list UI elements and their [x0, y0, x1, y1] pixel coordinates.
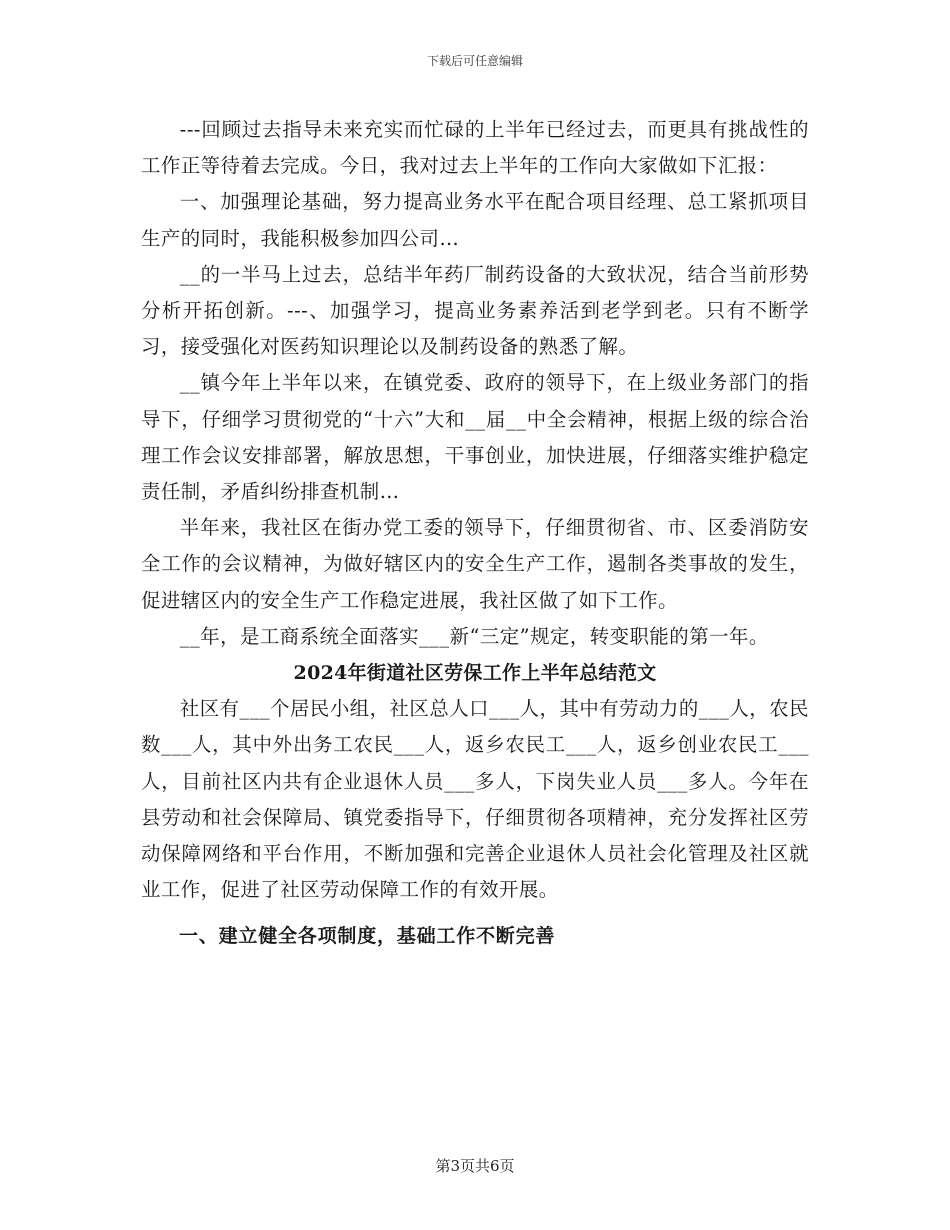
page-header-note: 下载后可任意编辑	[426, 54, 523, 68]
document-body	[141, 112, 809, 955]
paragraph-pharma: __的一半马上过去，总结半年药厂制药设备的大致状况，结合当前形势分析开拓创新。---、加强学习，提高业务素养活到老学到老。只有不断学习，接受强化对医药知识理论以及制药设备的熟悉了解。	[141, 262, 809, 359]
paragraph-theory: 一、加强理论基础，努力提高业务水平在配合项目经理、总工紧抓项目生产的同时，我能积极参加四公司…	[141, 190, 809, 250]
paragraph-review: ---回顾过去指导未来充实而忙碌的上半年已经过去，而更具有挑战性的工作正等待着去完成。今日，我对过去上半年的工作向大家做如下汇报：	[141, 118, 809, 178]
paragraph-town: __镇今年上半年以来，在镇党委、政府的领导下，在上级业务部门的指导下，仔细学习贯彻党的“十六”大和__届__中全会精神，根据上级的综合治理工作会议安排部署，解放思想，干事创业，加快进展，仔细落实维护稳定责任制，矛盾纠纷排查机制…	[141, 371, 809, 504]
section-heading: 一、建立健全各项制度，基础工作不断完善	[179, 925, 556, 948]
document-title: 2024年街道社区劳保工作上半年总结范文	[293, 662, 657, 685]
page-number: 第3页共6页	[435, 1157, 515, 1175]
paragraph-commerce: __年，是工商系统全面落实___新“三定”规定，转变职能的第一年。	[179, 624, 769, 648]
paragraph-community: 社区有___个居民小组，社区总人口___人，其中有劳动力的___人，农民数___人，其中外出务工农民___人，返乡农民工___人，返乡创业农民工___人，目前社区内共有企业退休人员___多人，下岗失业人员___多人。今年在县劳动和社会保障局、镇党委指导下，仔细贯彻各项精神，充分发挥社区劳动保障网络和平台作用，不断加强和完善企业退休人员社会化管理及社区就业工作，促进了社区劳动保障工作的有效开展。	[141, 697, 809, 902]
paragraph-safety: 半年来，我社区在街办党工委的领导下，仔细贯彻省、市、区委消防安全工作的会议精神，为做好辖区内的安全生产工作，遏制各类事故的发生，促进辖区内的安全生产工作稳定进展，我社区做了如下工作。	[141, 516, 809, 612]
